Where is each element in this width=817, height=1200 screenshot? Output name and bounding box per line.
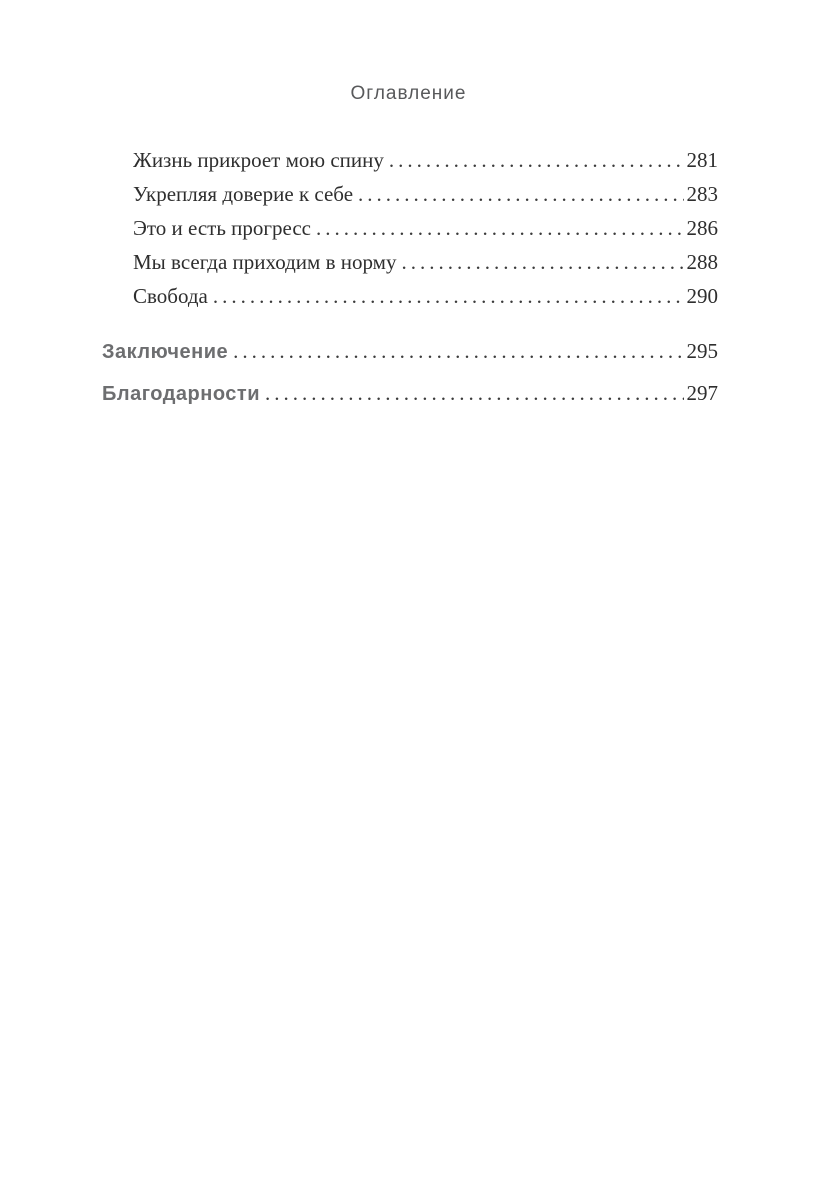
dot-leader xyxy=(396,245,683,279)
toc-entry-title: Мы всегда приходим в норму xyxy=(133,250,397,274)
toc-entry xyxy=(133,211,718,245)
toc-entry xyxy=(133,143,718,177)
toc-entry xyxy=(133,279,718,313)
toc-section-page-number: 295 xyxy=(686,339,718,363)
dot-leader xyxy=(353,177,683,211)
toc-entry-page-number: 281 xyxy=(686,148,718,172)
toc-entry-page-number: 290 xyxy=(686,284,718,308)
page-title: Оглавление xyxy=(350,83,467,104)
toc-entry-title: Укрепляя доверие к себе xyxy=(133,182,354,206)
toc-entry-title: Жизнь прикроет мою спину xyxy=(133,148,384,172)
toc-section-title: Заключение xyxy=(102,341,229,363)
toc-entry-page-number: 288 xyxy=(686,250,718,274)
toc-entry-page-number: 283 xyxy=(686,182,718,206)
dot-leader xyxy=(208,279,684,313)
toc-entry xyxy=(133,245,718,279)
toc-section-entry xyxy=(102,331,718,373)
toc-entry-title: Свобода xyxy=(133,284,208,308)
toc-subentry-list xyxy=(133,143,718,313)
dot-leader xyxy=(384,143,684,177)
dot-leader xyxy=(311,211,683,245)
dot-leader xyxy=(260,373,683,414)
dot-leader xyxy=(228,331,683,372)
toc-section-page-number: 297 xyxy=(686,381,718,405)
toc-section-title: Благодарности xyxy=(102,383,261,405)
toc-entry xyxy=(133,177,718,211)
toc-entry-page-number: 286 xyxy=(686,216,718,240)
toc-entry-title: Это и есть прогресс xyxy=(133,216,312,240)
toc-section-list xyxy=(102,331,718,415)
toc-section-entry xyxy=(102,373,718,415)
